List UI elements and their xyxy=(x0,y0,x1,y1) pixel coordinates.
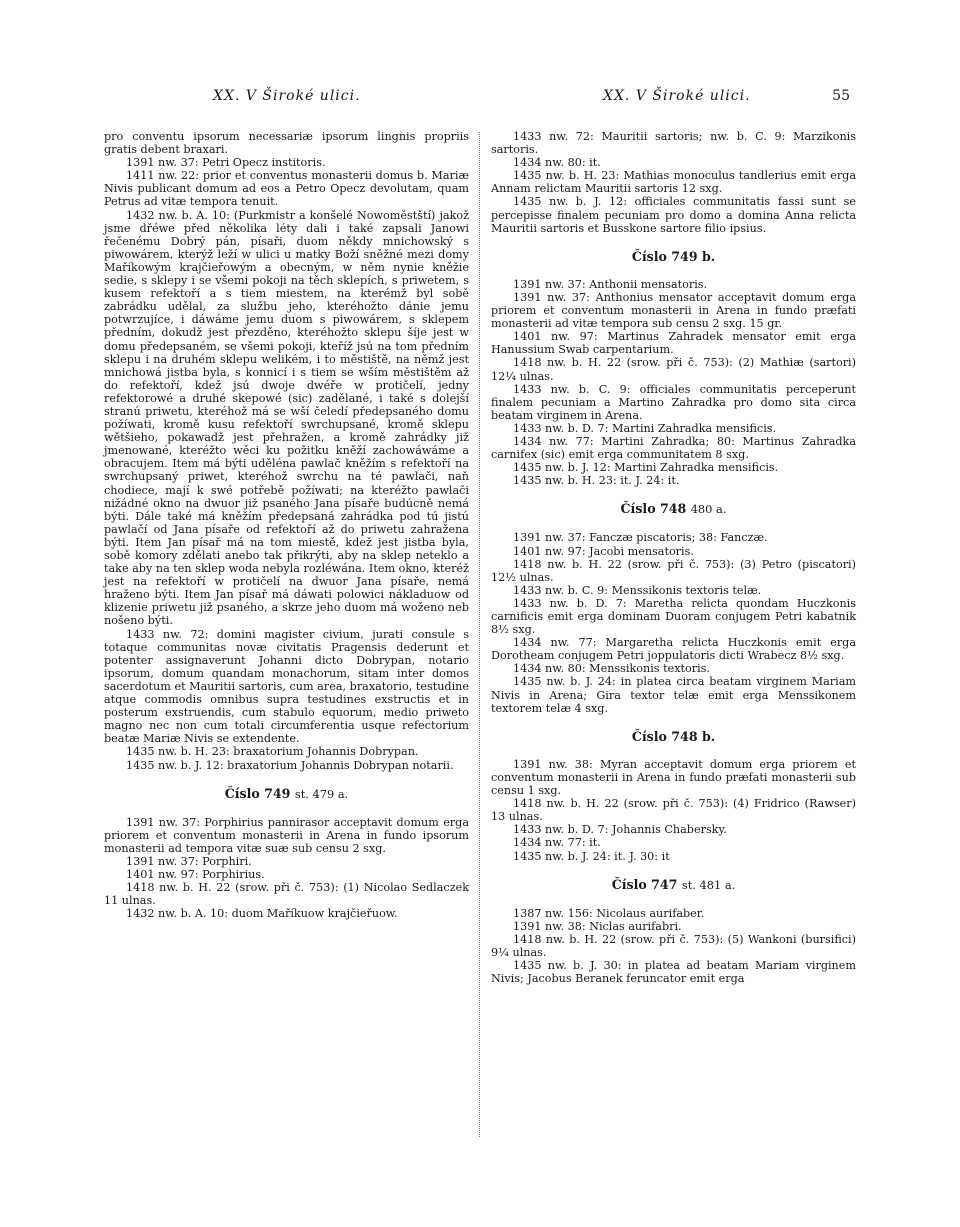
section-heading-reference: st. 481 a. xyxy=(681,877,736,892)
record-entry: 1391 nw. 37: Porphiri. xyxy=(126,854,252,868)
section-heading-title: Číslo 748 b. xyxy=(631,728,716,744)
record-entry: 1418 nw. b. H. 22 (srow. při č. 753): (3) Petro (piscatori) 12½ ulnas. xyxy=(491,557,856,584)
section-heading-title: Číslo 749 b. xyxy=(631,248,716,264)
record-entry: 1433 nw. b. C. 9: Menssikonis textoris telæ. xyxy=(513,583,762,597)
record-entry: 1391 nw. 37: Porphirius pannirasor acceptavit domum erga priorem et conventum monasterii in Arena in fundo ipsorum monasterii ad tempora vitæ suæ sub censu 2 sxg. xyxy=(104,815,469,855)
page-number: 55 xyxy=(832,88,850,104)
running-header-left: XX. V Široké ulici. xyxy=(213,88,361,104)
section-heading xyxy=(491,878,856,892)
column-divider xyxy=(479,132,480,1137)
record-entry: 1433 nw. b. D. 7: Martini Zahradka mensificis. xyxy=(513,421,777,435)
section-heading-title: Číslo 748 xyxy=(620,501,687,517)
section-heading-title: Číslo 747 xyxy=(611,876,678,892)
section-heading-reference: st. 479 a. xyxy=(294,786,349,801)
running-header-right: XX. V Široké ulici. xyxy=(603,88,751,104)
record-entry: 1434 nw. 77: Margaretha relicta Huczkonis emit erga Dorotheam conjugem Petri joppulatoris dicti Wrabecz 8½ sxg. xyxy=(491,636,856,663)
record-entry: 1432 nw. b. A. 10: duom Maříkuow krajčieřuow. xyxy=(126,907,398,921)
record-entry: 1391 nw. 38: Niclas aurifabri. xyxy=(513,919,682,933)
record-entry: 1432 nw. b. A. 10: (Purkmistr a konšelé Nowoměstští) jakož jsme dřéwe před několika léty dali i také zapsali Janowi řečenému Dobrý pán, písaři, duom někdy mnichowský s piwowárem, kterýž leží w ulici u matky Boží sněžné mezi domy Maříkowým krajčieřowým a obecným, w něm nynie kněžie sedie, s sklepy i se všemi pokoji na těch sklepích, s priwetem, s kusem refektoří a s tiem miestem, na kterémž byl sobě zabrádku udělal, za službu jeho, kteréhožto dánie jemu potwrzujíce, i dáwáme jemu duom s piwowárem, s sklepem předním, dokudž jest přezděno, kteréhožto sklepu šíje jest w domu předepsaném, se všemi pokoji, kteříž jsú na tom předním sklepu i na druhém sklepu welikém, i to městiště, na němž jest mnichowá jistba byla, s konnicí i s tiem se wším městištěm až do refektoří, kdež jsú dwoje dwéře w protičelí, jedny refektorowé a druhé skepowé (sic) zadělané, i také s dolejší stranú priwetu, kteréhož má se wší čeledí předepsaného domu požíwati, kromě kusu refektoří swrchupsané, kromě sklepu wětšieho, pokawadž jest přehražen, a kromě zahrádky již jmenowané, kteréžto wěci ku požitku kněží zachowáwáme a obracujem. Item má býti uděléna pawlač kněžím s refektoří na swrchupsaný priwet, kteréhož swrchu na té pawlači, naň chodiece, mají k swé potřebě požíwati; na kteréžto pawlači nižádné okno na dwuor již psaného Jana písaře budúcně nemá býti. Dále také má kněžím předepsaná zahrádka pod tú jistú pawlačí od Jana písaře od refektoří až do priwetu zahražena býti. Item Jan písař má na tom miestě, kdež jest jistba byla, sobě komory zdělati anebo tak přikrýti, aby na sklep neteklo a take aby na ten sklep woda nebyla rozléwána. Item okno, kteréž jest na refektoří w protičelí na dwuor Jana písaře, nemá hraženo býti. Item Jan písař má dáwati polowici nákladuow od klizenie priwetu již psaného, a skrze jeho duom má woženo neb nošeno býti. xyxy=(104,208,469,628)
record-entry: 1401 nw. 97: Martinus Zahradek mensator emit erga Hanussium Swab carpentarium. xyxy=(491,330,856,357)
record-entry: 1433 nw. b. D. 7: Maretha relicta quondam Huczkonis carnificis emit erga dominam Duoram conjugem Petri kabatnik 8½ sxg. xyxy=(491,596,856,637)
left-column xyxy=(104,130,469,920)
record-entry: 1435 nw. b. H. 23: braxatorium Johannis Dobrypan. xyxy=(126,745,419,759)
record-entry: 1411 nw. 22: prior et conventus monasterii domus b. Mariæ Nivis publicant domum ad eos a Petro Opecz devolutam, quam Petrus ad vitæ tempora tenuit. xyxy=(104,169,469,209)
record-entry: 1433 nw. 72: domini magister civium, jurati consule s totaque communitas novæ civitatis Pragensis dederunt et potenter assignaverunt Johanni dicto Dobrypan, notario ipsorum, domum quandam monachorum, sitam inter domos sacerdotum et Mauritii sartoris, cum area, braxatorio, testudine atque commodis omnibus supra testudines exstructis et in posterum exstruendis, cum stabulo equorum, medio priweto magno nec non cum totali circumferentia usque refectorium beatæ Mariæ Nivis se extendente. xyxy=(104,627,469,746)
record-entry: 1434 nw. 80: Menssikonis textoris. xyxy=(513,662,710,676)
section-heading xyxy=(104,787,469,801)
record-entry: pro conventu ipsorum necessariæ ipsorum lingnis propriis gratis debent braxari. xyxy=(104,130,469,157)
record-entry: 1435 nw. b. J. 24: it. J. 30: it xyxy=(513,849,670,863)
record-entry: 1434 nw. 80: it. xyxy=(513,156,601,170)
record-entry: 1435 nw. b. J. 12: Martini Zahradka mensificis. xyxy=(513,461,779,475)
record-entry: 1433 nw. 72: Mauritii sartoris; nw. b. C. 9: Marzikonis sartoris. xyxy=(491,130,856,157)
record-entry: 1434 nw. 77: it. xyxy=(513,836,601,850)
record-entry: 1391 nw. 37: Anthonii mensatoris. xyxy=(513,277,708,291)
record-entry: 1434 nw. 77: Martini Zahradka; 80: Martinus Zahradka carnifex (sic) emit erga communitatem 8 sxg. xyxy=(491,434,856,462)
right-column xyxy=(491,130,856,985)
record-entry: 1433 nw. b. D. 7: Johannis Chabersky. xyxy=(513,823,727,837)
section-heading xyxy=(491,250,856,263)
record-entry: 1391 nw. 37: Petri Opecz institoris. xyxy=(126,156,326,170)
record-entry: 1435 nw. b. J. 30: in platea ad beatam Mariam virginem Nivis; Jacobus Beranek feruncator emit erga xyxy=(491,959,856,986)
record-entry: 1435 nw. b. J. 24: in platea circa beatam virginem Mariam Nivis in Arena; Gira textor telæ emit erga Menssikonem textorem telæ 4 sxg. xyxy=(491,675,856,715)
record-entry: 1435 nw. b. J. 12: officiales communitatis fassi sunt se percepisse finalem pecuniam pro domo a domina Anna relicta Mauritii sartoris et Busskone sartore filio ipsius. xyxy=(491,195,856,235)
record-entry: 1391 nw. 37: Anthonius mensator acceptavit domum erga priorem et conventum monasterii in Arena in fundo præfati monasterii ad vitæ tempora sub censu 2 sxg. 15 gr. xyxy=(491,290,856,331)
record-entry: 1433 nw. b. C. 9: officiales communitatis perceperunt finalem pecuniam a Martino Zahradka pro domo sita circa beatam virginem in Arena. xyxy=(491,382,856,422)
section-heading xyxy=(491,502,856,516)
record-entry: 1435 nw. b. J. 12: braxatorium Johannis Dobrypan notarii. xyxy=(126,758,454,772)
record-entry: 1401 nw. 97: Porphirius. xyxy=(126,868,265,882)
record-entry: 1418 nw. b. H. 22 (srow. při č. 753): (5) Wankoni (bursifici) 9¼ ulnas. xyxy=(491,932,856,959)
record-entry: 1435 nw. b. H. 23: Mathias monoculus tandlerius emit erga Annam relictam Mauritii sartoris 12 sxg. xyxy=(491,169,856,196)
record-entry: 1391 nw. 37: Fanczæ piscatoris; 38: Fanczæ. xyxy=(513,531,768,545)
record-entry: 1387 nw. 156: Nicolaus aurifaber. xyxy=(513,906,705,920)
record-entry: 1418 nw. b. H. 22 (srow. při č. 753): (2) Mathiæ (sartori) 12¼ ulnas. xyxy=(491,356,856,383)
record-entry: 1418 nw. b. H. 22 (srow. při č. 753): (1) Nicolao Sedlaczek 11 ulnas. xyxy=(104,881,469,908)
section-heading-reference: 480 a. xyxy=(690,502,727,517)
section-heading-title: Číslo 749 xyxy=(224,785,291,801)
section-heading xyxy=(491,730,856,743)
record-entry: 1435 nw. b. H. 23: it. J. 24: it. xyxy=(513,474,680,488)
record-entry: 1401 nw. 97: Jacobi mensatoris. xyxy=(513,544,694,558)
record-entry: 1391 nw. 38: Myran acceptavit domum erga priorem et conventum monasterii in Arena in fundo præfati monasterii sub censu 1 sxg. xyxy=(491,757,856,798)
record-entry: 1418 nw. b. H. 22 (srow. při č. 753): (4) Fridrico (Rawser) 13 ulnas. xyxy=(491,797,856,824)
